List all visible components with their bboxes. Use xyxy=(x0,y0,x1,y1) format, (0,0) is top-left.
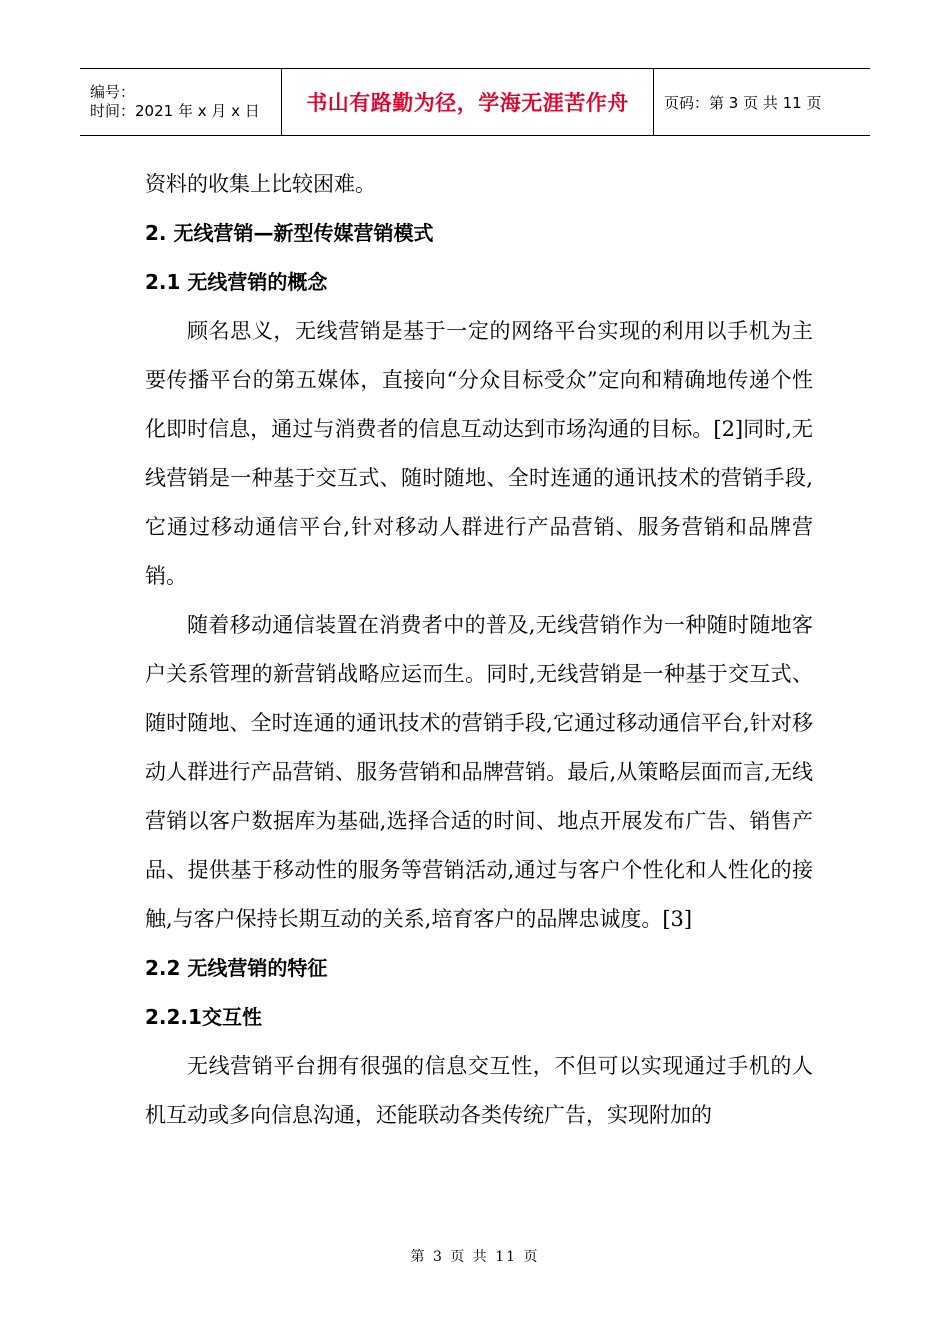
page-footer: 第 3 页 共 11 页 xyxy=(410,1249,540,1265)
header-motto xyxy=(282,69,654,135)
paragraph: 无线营销平台拥有很强的信息交互性，不但可以实现通过手机的人机互动或多向信息沟通，还能联动各类传统广告，实现附加的 xyxy=(145,1054,813,1127)
document-date-label: 时间：2021 年 x 月 x 日 xyxy=(90,102,260,120)
subsubsection-heading: 2.2.1交互性 xyxy=(145,1005,262,1029)
document-number-label: 编号： xyxy=(90,83,136,101)
section-heading: 2. 无线营销—新型传媒营销模式 xyxy=(145,221,434,245)
page-header xyxy=(80,68,870,136)
continued-paragraph: 资料的收集上比较困难。 xyxy=(145,172,376,196)
header-page-info xyxy=(654,69,870,135)
subsection-heading: 2.2 无线营销的特征 xyxy=(145,956,328,980)
paragraph: 随着移动通信装置在消费者中的普及,无线营销作为一种随时随地客户关系管理的新营销战略应运而生。同时,无线营销是一种基于交互式、随时随地、全时连通的通讯技术的营销手段,它通过移动通信平台,针对移动人群进行产品营销、服务营销和品牌营销。最后,从策略层面而言,无线营销以客户数据库为基础,选择合适的时间、地点开展发布广告、销售产品、提供基于移动性的服务等营销活动,通过与客户个性化和人性化的接触,与客户保持长期互动的关系,培育客户的品牌忠诚度。[3] xyxy=(145,613,813,931)
subsection-heading: 2.1 无线营销的概念 xyxy=(145,270,328,294)
page-info-text: 页码：第 3 页 共 11 页 xyxy=(664,93,822,112)
document-body xyxy=(145,160,813,1140)
header-meta xyxy=(80,69,282,135)
paragraph: 顾名思义，无线营销是基于一定的网络平台实现的利用以手机为主要传播平台的第五媒体，直接向“分众目标受众”定向和精确地传递个性化即时信息，通过与消费者的信息互动达到市场沟通的目标。[2]同时,无线营销是一种基于交互式、随时随地、全时连通的通讯技术的营销手段,它通过移动通信平台,针对移动人群进行产品营销、服务营销和品牌营销。 xyxy=(145,319,813,588)
motto-text: 书山有路勤为径，学海无涯苦作舟 xyxy=(306,91,629,115)
